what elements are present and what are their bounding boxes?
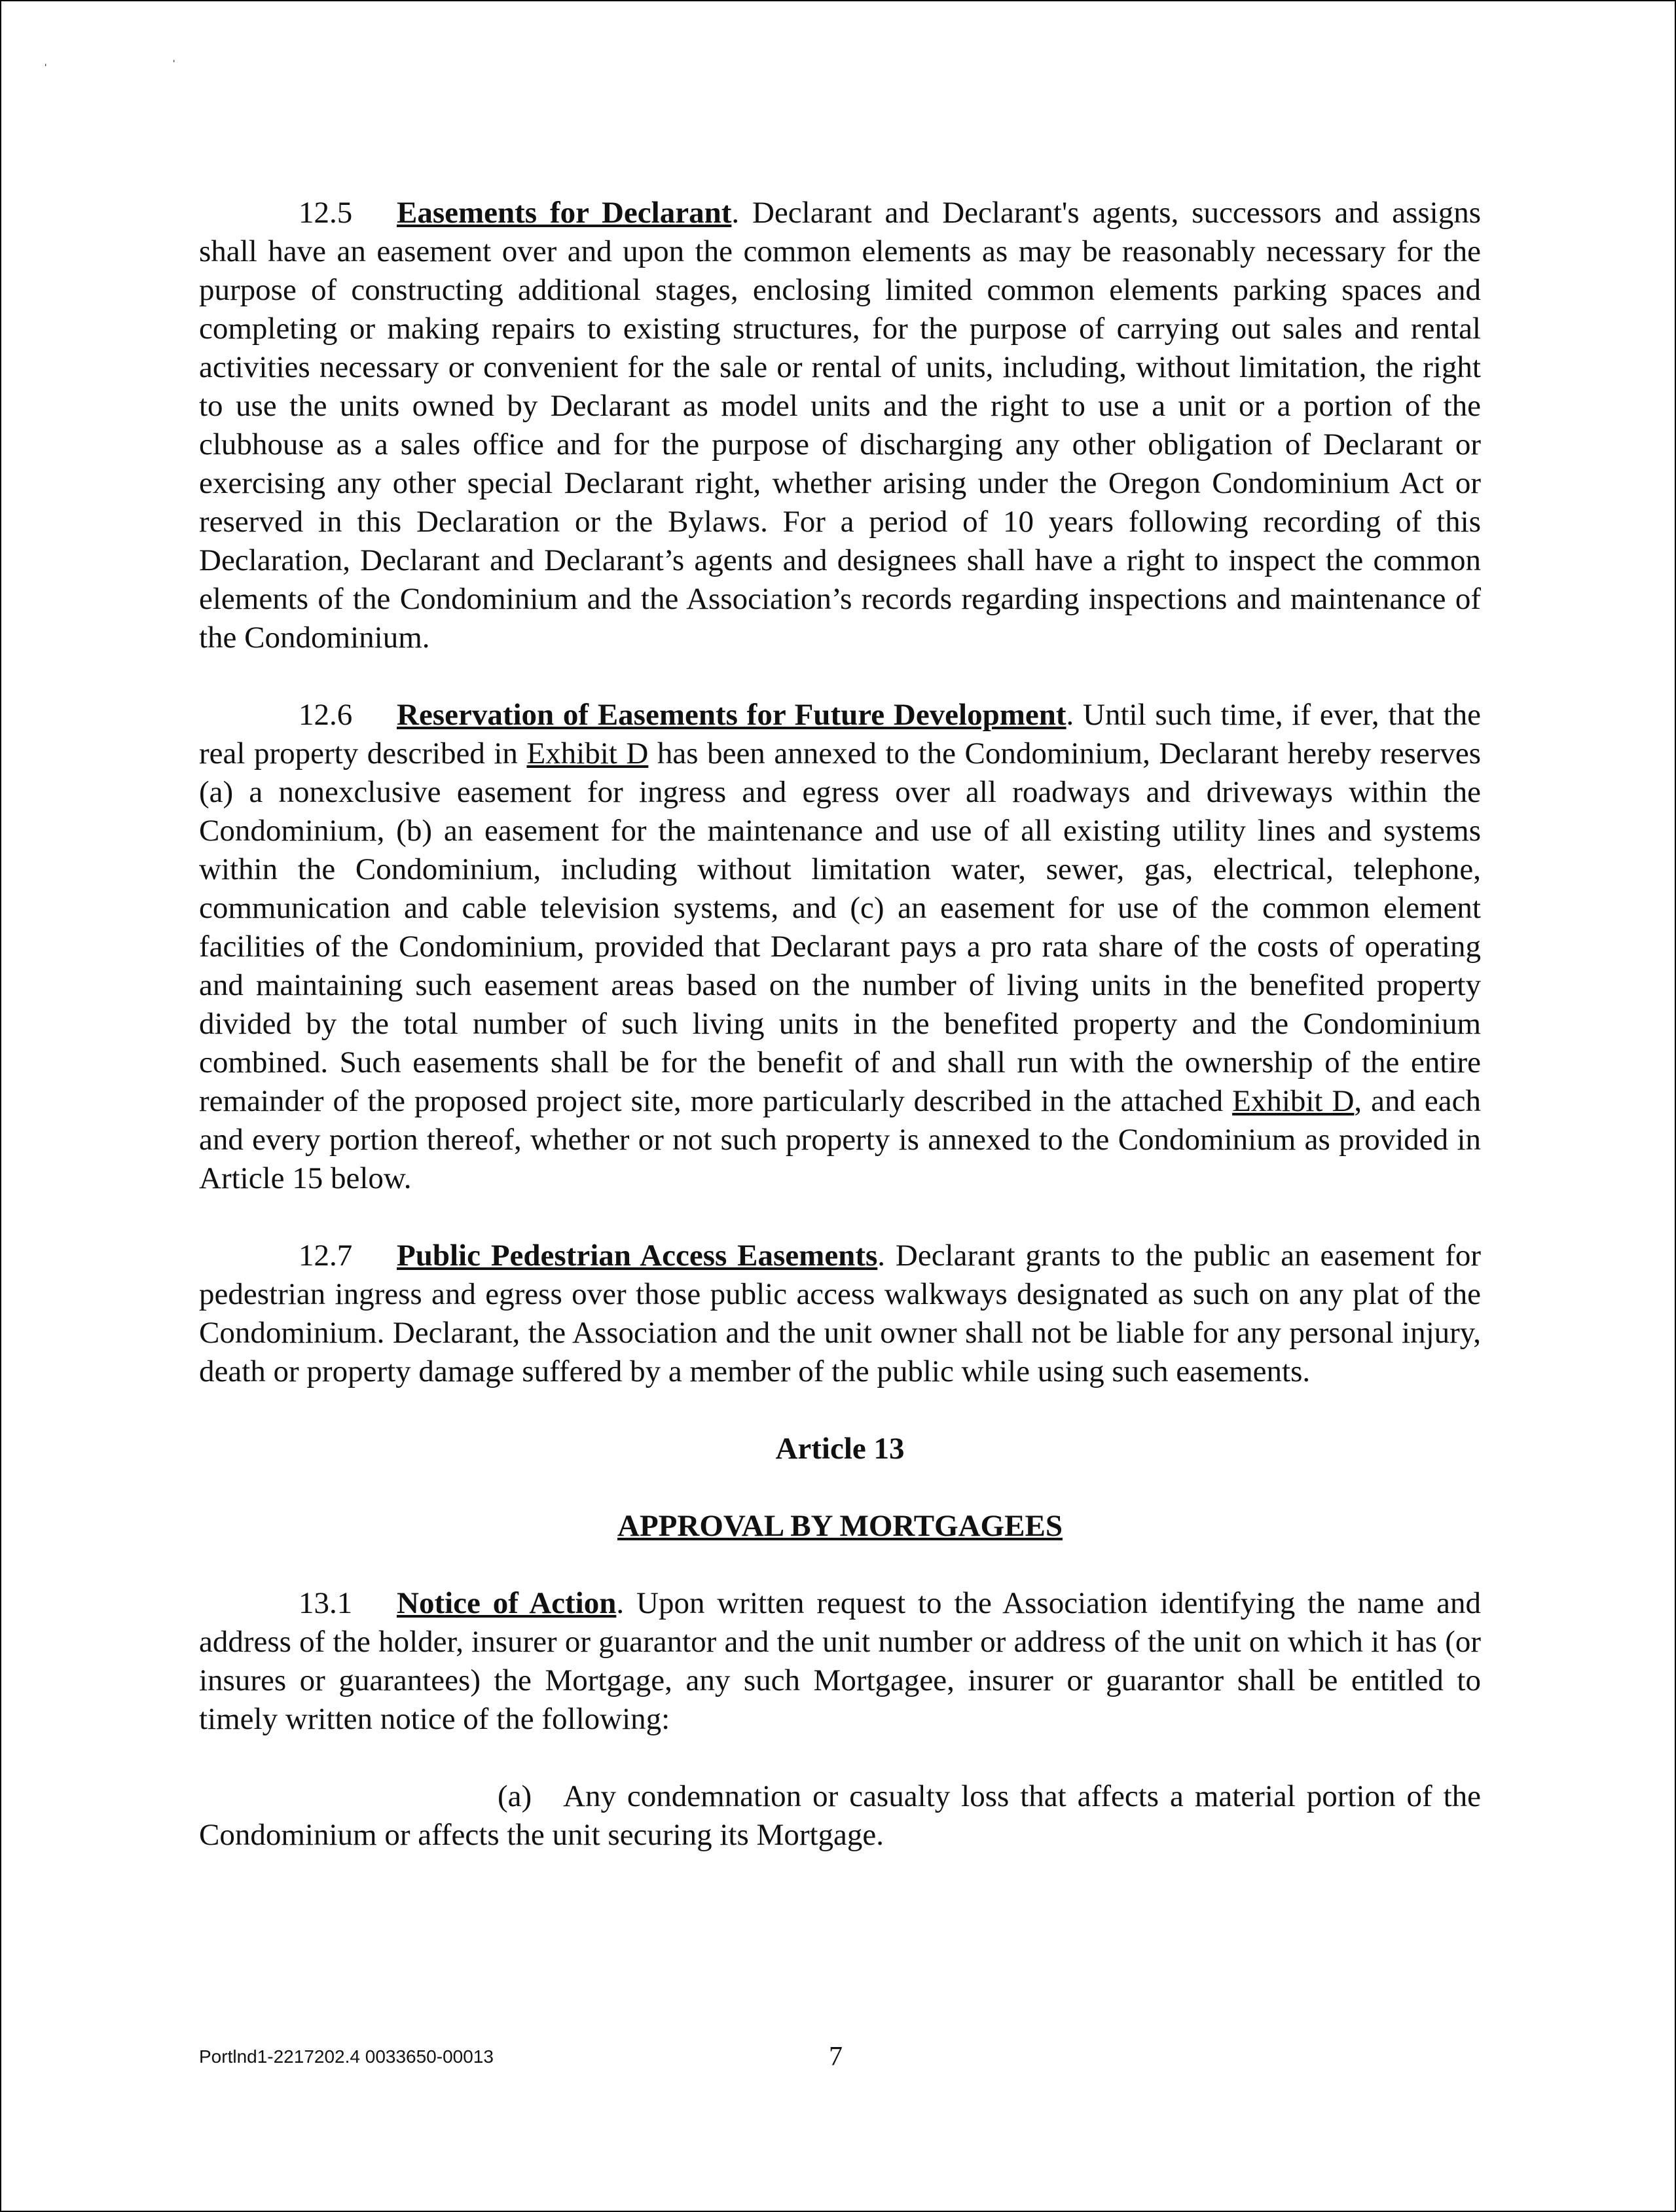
document-body <box>199 194 1481 1855</box>
footer-document-id: Portlnd1-2217202.4 0033650-00013 <box>199 2046 494 2067</box>
exhibit-reference: Exhibit D <box>526 736 649 771</box>
section-number: 12.6 <box>299 698 353 732</box>
section-number: 12.5 <box>299 196 353 230</box>
section-12-7 <box>199 1237 1481 1391</box>
section-number: 12.7 <box>299 1239 353 1273</box>
section-13-1 <box>199 1584 1481 1739</box>
section-title: Public Pedestrian Access Easements <box>397 1239 878 1273</box>
footer-page-number: 7 <box>829 2042 843 2072</box>
subsection-13-1-a <box>199 1777 1481 1855</box>
section-title: Reservation of Easements for Future Development <box>397 698 1066 732</box>
section-12-5 <box>199 194 1481 657</box>
section-title: Notice of Action <box>397 1586 617 1620</box>
section-text: . Upon written request to the Association identifying the name and address of the holder, insurer or guarantor and the unit number or address of the unit on which it has (or insures or guarantees) the Mortgage, any such Mortgagee, insurer or guarantor shall be entitled to timely written notice of the following: <box>199 1586 1481 1736</box>
section-number: 13.1 <box>299 1586 353 1620</box>
subsection-text: Any condemnation or casualty loss that affects a material portion of the Condominium or affects the unit securing its Mortgage. <box>199 1779 1481 1852</box>
section-text: . Until such time, if ever, that the real property described in <box>199 698 1482 771</box>
scan-artifact-mark: ˌ <box>43 50 48 66</box>
exhibit-reference: Exhibit D <box>1232 1084 1355 1118</box>
section-text: . Declarant and Declarant's agents, successors and assigns shall have an easement over and upon the common elements as may be reasonably necessary for the purpose of constructing additional stages, enclosing limited common elements parking spaces and completing or making repairs to existing structures, for the purpose of carrying out sales and rental activities necessary or convenient for the sale or rental of units, including, without limitation, the right to use the units owned by Declarant as model units and the right to use a unit or a portion of the clubhouse as a sales office and for the purpose of discharging any other obligation of Declarant or exercising any other special Declarant right, whether arising under the Oregon Condominium Act or reserved in this Declaration or the Bylaws. For a period of 10 years following recording of this Declaration, Declarant and Declarant’s agents and designees shall have a right to inspect the common elements of the Condominium and the Association’s records regarding inspections and maintenance of the Condominium. <box>199 196 1481 655</box>
section-title: Easements for Declarant <box>397 196 732 230</box>
section-text: . Declarant grants to the public an easement for pedestrian ingress and egress over those public access walkways designated as such on any plat of the Condominium. Declarant, the Association and the unit owner shall not be liable for any personal injury, death or property damage suffered by a member of the public while using such easements. <box>199 1239 1481 1388</box>
section-text: , and each and every portion thereof, whether or not such property is annexed to the Condominium as provided in Article 15 below. <box>199 1084 1481 1195</box>
section-text: has been annexed to the Condominium, Declarant hereby reserves (a) a nonexclusive easement for ingress and egress over all roadways and driveways within the Condominium, (b) an easement for the maintenance and use of all existing utility lines and systems within the Condominium, including without limitation water, sewer, gas, electrical, telephone, communication and cable television systems, and (c) an easement for use of the common element facilities of the Condominium, provided that Declarant pays a pro rata share of the costs of operating and maintaining such easement areas based on the number of living units in the benefited property divided by the total number of such living units in the benefited property and the Condominium combined. Such easements shall be for the benefit of and shall run with the ownership of the entire remainder of the proposed project site, more particularly described in the attached <box>199 736 1481 1118</box>
section-12-6 <box>199 696 1481 1198</box>
subsection-label: (a) <box>498 1779 532 1813</box>
scan-artifact-mark: ˌ <box>172 46 177 62</box>
article-label: Article 13 <box>775 1432 905 1466</box>
article-heading: APPROVAL BY MORTGAGEES <box>617 1509 1063 1543</box>
